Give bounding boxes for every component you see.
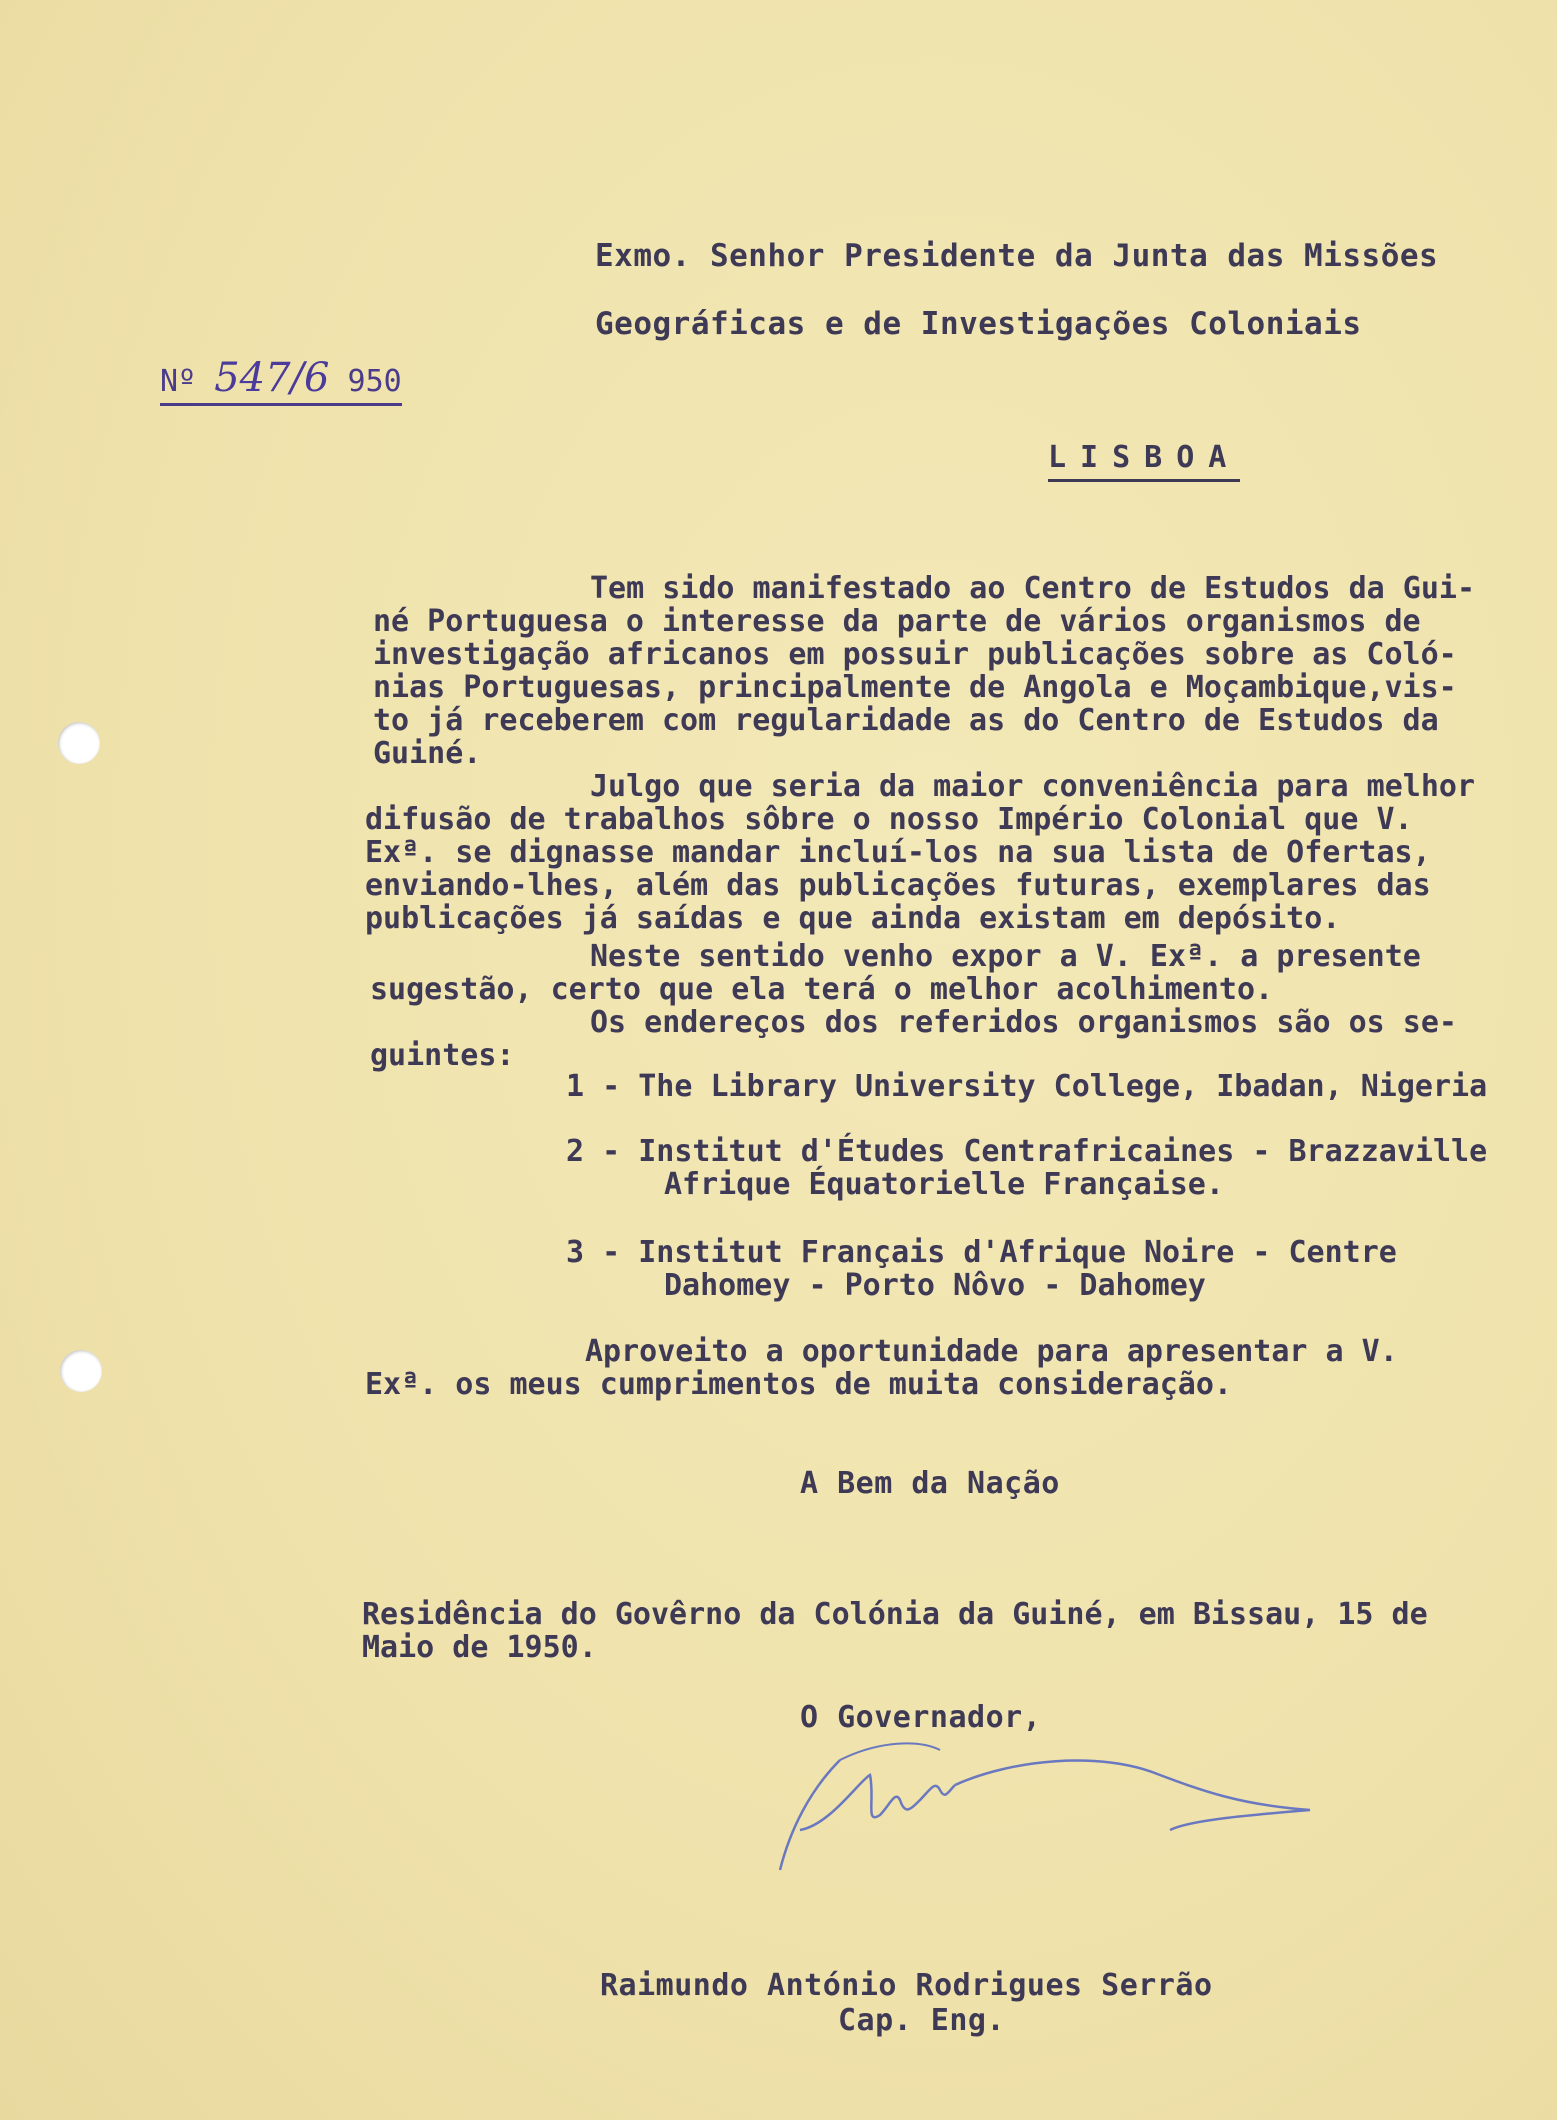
address-number: 1 - (566, 1069, 621, 1104)
paragraph-2 (365, 770, 1475, 935)
paragraph-4-line: guintes: (370, 1038, 515, 1073)
reference-handwritten-number: 547/6 (214, 355, 330, 401)
motto: A Bem da Nação (800, 1466, 1060, 1501)
reference-number (160, 355, 402, 406)
paragraph-3-line: sugestão, certo que ela terá o melhor acolhimento. (370, 972, 1274, 1007)
address-item-3 (566, 1236, 1397, 1302)
address-line: Institut d'Études Centrafricaines - Brazzaville (638, 1134, 1488, 1169)
paragraph-2-line: Exª. se dignasse mandar incluí-los na sua lista de Ofertas, (365, 835, 1431, 870)
address-line: Institut Français d'Afrique Noire - Centre (638, 1235, 1397, 1270)
closing-line: Aproveito a oportunidade para apresentar a V. (585, 1334, 1398, 1369)
handwritten-signature (770, 1720, 1330, 1900)
place-and-date (362, 1598, 1428, 1664)
paragraph-4-line: Os endereços dos referidos organismos são os se- (590, 1005, 1457, 1040)
address-line: Afrique Équatorielle Française. (664, 1167, 1224, 1202)
closing-paragraph (365, 1335, 1398, 1401)
addressee-line-2: Geográficas e de Investigações Coloniais (595, 306, 1362, 342)
address-number: 3 - (566, 1235, 621, 1270)
closing-line: Exª. os meus cumprimentos de muita consideração. (365, 1367, 1232, 1402)
reference-prefix: Nº (160, 364, 197, 399)
paragraph-2-line: Julgo que seria da maior conveniência para melhor (590, 769, 1476, 804)
paragraph-1-line: to já receberem com regularidade as do Centro de Estudos da (373, 703, 1439, 738)
place-date-line: Residência do Govêrno da Colónia da Guiné, em Bissau, 15 de (362, 1597, 1428, 1632)
paragraph-2-line: publicações já saídas e que ainda existam em depósito. (365, 901, 1341, 936)
paragraph-1-line: nias Portuguesas, principalmente de Angola e Moçambique,vis- (373, 670, 1457, 705)
paragraph-1-line: Tem sido manifestado ao Centro de Estudos da Gui- (590, 571, 1476, 606)
punch-hole-bottom (60, 1350, 102, 1392)
paragraph-1-line: Guiné. (373, 736, 482, 771)
signature-title: O Governador, (800, 1700, 1042, 1735)
paragraph-1 (373, 572, 1548, 770)
paragraph-2-line: enviando-lhes, além das publicações futuras, exemplares das (365, 868, 1431, 903)
city-heading: LISBOA (1048, 440, 1240, 482)
punch-hole-top (58, 722, 100, 764)
reference-year: 950 (347, 364, 402, 399)
paragraph-1-line: né Portuguesa o interesse da parte de vários organismos de (373, 604, 1421, 639)
paragraph-4 (370, 1006, 1457, 1072)
addressee-line-1: Exmo. Senhor Presidente da Junta das Missões (595, 238, 1439, 274)
paragraph-2-line: difusão de trabalhos sôbre o nosso Império Colonial que V. (365, 802, 1413, 837)
signatory-name: Raimundo António Rodrigues Serrão (600, 1968, 1213, 2003)
place-date-line: Maio de 1950. (362, 1630, 597, 1665)
paragraph-3-line: Neste sentido venho expor a V. Exª. a presente (590, 939, 1421, 974)
address-line: The Library University College, Ibadan, Nigeria (638, 1069, 1488, 1104)
paragraph-1-line: investigação africanos em possuir publicações sobre as Coló- (373, 637, 1457, 672)
address-item-1 (566, 1070, 1487, 1103)
address-number: 2 - (566, 1134, 621, 1169)
address-item-2 (566, 1135, 1487, 1201)
paragraph-3 (370, 940, 1421, 1006)
address-line: Dahomey - Porto Nôvo - Dahomey (664, 1268, 1206, 1303)
signatory-rank: Cap. Eng. (838, 2003, 1006, 2038)
